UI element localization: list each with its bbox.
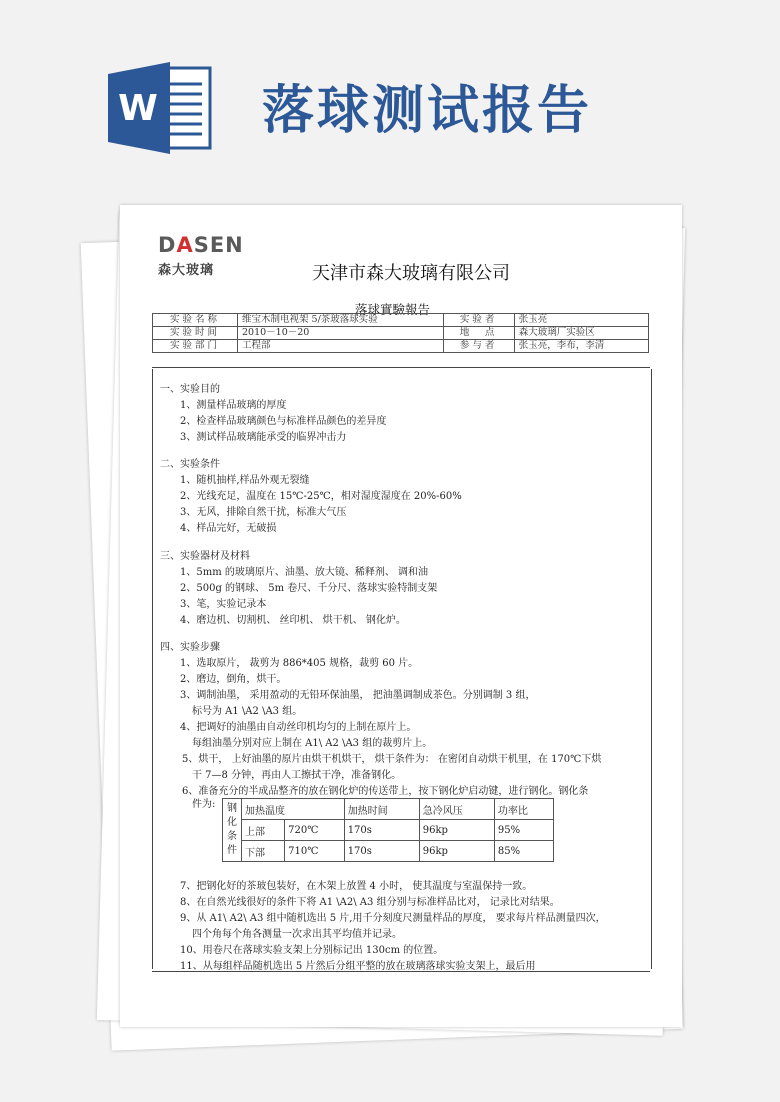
list-item: 5、烘干， 上好油墨的原片由烘干机烘干， 烘干条件为： 在密闭自动烘干机里，在 170℃下烘 <box>182 754 602 765</box>
side-label: 钢 化 条 件 <box>223 799 242 862</box>
report-title: 落球實驗報告 <box>355 302 431 317</box>
document-page <box>120 205 682 1027</box>
word-document-icon <box>108 62 212 154</box>
list-item: 3、无风，排除自然干扰，标准大气压 <box>180 507 347 518</box>
banner-title: 落球测试报告 <box>262 81 593 141</box>
tempering-conditions-table <box>222 798 554 862</box>
table-row: 下部 710℃ 170s 96kp 85% <box>223 841 554 862</box>
list-item: 6、准备充分的半成品整齐的放在钢化炉的传送带上，按下钢化炉启动键，进行钢化。钢化条 <box>182 786 589 797</box>
list-item: 4、样品完好，无破损 <box>180 523 277 534</box>
list-item: 1、随机抽样,样品外观无裂缝 <box>180 475 310 486</box>
list-item: 3、测试样品玻璃能承受的临界冲击力 <box>180 432 347 443</box>
list-item: 件为: <box>192 799 216 810</box>
section-heading: 二、实验条件 <box>160 459 220 470</box>
list-item: 1、选取原片， 裁剪为 886*405 规格，裁剪 60 片。 <box>180 658 419 669</box>
list-item: 1、5mm 的玻璃原片、油墨、放大镜、稀释剂、 调和油 <box>180 567 429 578</box>
list-item: 1、测量样品玻璃的厚度 <box>180 400 287 411</box>
list-item: 标号为 A1 \A2 \A3 组。 <box>192 706 303 717</box>
table-row: 实验时间 2010－10－20 地 点 森大玻璃厂实验区 <box>153 327 649 340</box>
list-item: 7、把钢化好的茶玻包装好，在木架上放置 4 小时， 使其温度与室温保持一致。 <box>180 881 533 892</box>
list-item: 2、磨边，倒角，烘干。 <box>180 674 287 685</box>
list-item: 四个角每个角各测量一次求出其平均值并记录。 <box>192 929 402 940</box>
section-heading: 四、实验步骤 <box>160 642 220 653</box>
banner <box>0 0 780 200</box>
list-item: 干 7—8 分钟，再由人工擦拭干净，准备钢化。 <box>192 770 402 781</box>
list-item: 3、笔，实验记录本 <box>180 599 267 610</box>
list-item: 8、在自然光线很好的条件下将 A1 \A2\ A3 组分别与标准样品比对， 记录比对结果。 <box>180 897 560 908</box>
list-item: 2、光线充足，温度在 15℃-25℃，相对湿度湿度在 20%-60% <box>180 491 462 502</box>
list-item: 10、用卷尺在落球实验支架上分别标记出 130cm 的位置。 <box>180 945 444 956</box>
table-row: 钢 化 条 件 加热温度 加热时间 急冷风压 功率比 <box>223 799 554 820</box>
svg-text:W: W <box>118 88 158 129</box>
list-item: 11、从每组样品随机选出 5 片然后分组平整的放在玻璃落球实验支架上，最后用 <box>180 961 536 972</box>
table-row: 上部 720℃ 170s 96kp 95% <box>223 820 554 841</box>
section-heading: 一、实验目的 <box>160 384 220 395</box>
list-item: 每组油墨分别对应上制在 A1\ A2 \A3 组的裁剪片上。 <box>192 738 433 749</box>
list-item: 4、把调好的油墨由自动丝印机均匀的上制在原片上。 <box>180 722 417 733</box>
list-item: 3、调制油墨， 采用盈动的无铅环保油墨， 把油墨调制成茶色。分别调制 3 组， <box>180 690 536 701</box>
divider <box>152 367 650 368</box>
company-name: 天津市森大玻璃有限公司 <box>312 263 510 284</box>
section-heading: 三、实验器材及材料 <box>160 551 250 562</box>
list-item: 2、检查样品玻璃颜色与标准样品颜色的差异度 <box>180 416 387 427</box>
list-item: 2、500g 的钢球、 5m 卷尺、千分尺、落球实验特制支架 <box>180 583 438 594</box>
divider <box>152 971 650 972</box>
table-row: 实验名称 维宝木制电视架 5/茶玻落球实验 实验者 张玉亮 <box>153 314 649 327</box>
table-row: 实验部门 工程部 参与者 张玉亮，李布，李清 <box>153 340 649 353</box>
company-logo: DASEN 森大玻璃 <box>158 233 244 278</box>
info-table <box>152 313 649 353</box>
list-item: 4、磨边机、切割机、 丝印机、 烘干机、 钢化炉。 <box>180 615 406 626</box>
list-item: 9、从 A1\ A2\ A3 组中随机选出 5 片,用千分刻度尺测量样品的厚度， 要求每片样品测量四次， <box>180 913 606 924</box>
